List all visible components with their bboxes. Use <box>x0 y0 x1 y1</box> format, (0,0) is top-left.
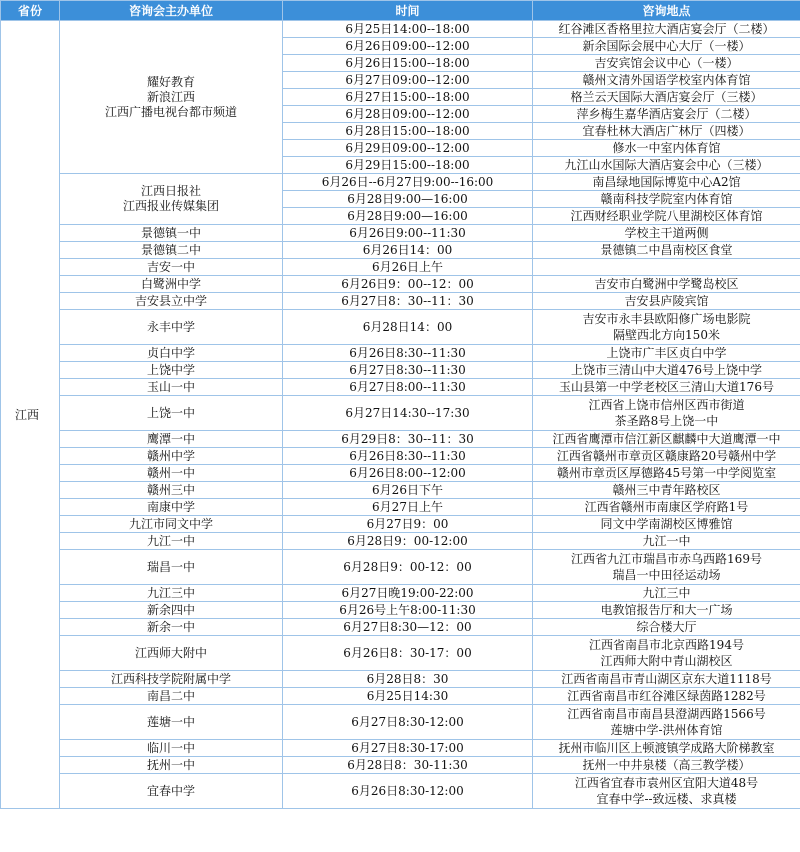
time-cell: 6月29日8：30--11：30 <box>283 431 533 448</box>
time-cell: 6月28日9:00—16:00 <box>283 191 533 208</box>
table-row <box>1 550 800 585</box>
time-cell: 6月26日14：00 <box>283 242 533 259</box>
table-row <box>1 276 800 293</box>
time-cell: 6月28日8：30-11:30 <box>283 757 533 774</box>
table-row <box>1 174 800 191</box>
location-cell: 景德镇二中昌南校区食堂 <box>533 242 800 259</box>
table-row <box>1 362 800 379</box>
location-cell <box>533 259 800 276</box>
time-cell: 6月27日8:00--11:30 <box>283 379 533 396</box>
location-cell: 新余国际会展中心大厅（一楼） <box>533 38 800 55</box>
host-cell: 景德镇一中 <box>60 225 283 242</box>
location-cell: 修水一中室内体育馆 <box>533 140 800 157</box>
location-cell: 江西省九江市瑞昌市赤乌西路169号 瑞昌一中田径运动场 <box>533 550 800 585</box>
time-cell: 6月29日15:00--18:00 <box>283 157 533 174</box>
table-row <box>1 636 800 671</box>
time-cell: 6月25日14:30 <box>283 688 533 705</box>
table-row <box>1 585 800 602</box>
table-row <box>1 482 800 499</box>
time-cell: 6月26号上午8:00-11:30 <box>283 602 533 619</box>
time-cell: 6月26日8:30--11:30 <box>283 448 533 465</box>
host-cell: 景德镇二中 <box>60 242 283 259</box>
location-cell: 玉山县第一中学老校区三清山大道176号 <box>533 379 800 396</box>
host-cell: 上饶一中 <box>60 396 283 431</box>
location-cell: 江西省上饶市信州区西市街道 茶圣路8号上饶一中 <box>533 396 800 431</box>
time-cell: 6月27日晚19:00-22:00 <box>283 585 533 602</box>
table-body <box>1 21 800 809</box>
location-cell: 江西省鹰潭市信江新区麒麟中大道鹰潭一中 <box>533 431 800 448</box>
location-cell: 江西省南昌市南昌县澄湖西路1566号 莲塘中学-洪州体育馆 <box>533 705 800 740</box>
location-cell: 江西省赣州市章贡区赣康路20号赣州中学 <box>533 448 800 465</box>
table-row <box>1 688 800 705</box>
table-row <box>1 465 800 482</box>
table-row <box>1 757 800 774</box>
time-cell: 6月27日15:00--18:00 <box>283 89 533 106</box>
host-cell: 鹰潭一中 <box>60 431 283 448</box>
time-cell: 6月27日14:30--17:30 <box>283 396 533 431</box>
location-cell: 吉安县庐陵宾馆 <box>533 293 800 310</box>
host-cell: 永丰中学 <box>60 310 283 345</box>
location-cell: 江西省南昌市青山湖区京东大道1118号 <box>533 671 800 688</box>
header-location: 咨询地点 <box>533 1 800 21</box>
location-cell: 宜春杜林大酒店广林厅（四楼） <box>533 123 800 140</box>
location-cell: 学校主干道两侧 <box>533 225 800 242</box>
table-row <box>1 431 800 448</box>
header-time: 时间 <box>283 1 533 21</box>
location-cell: 江西省赣州市南康区学府路1号 <box>533 499 800 516</box>
time-cell: 6月26日上午 <box>283 259 533 276</box>
table-row <box>1 448 800 465</box>
location-cell: 吉安市永丰县欧阳修广场电影院 隔壁西北方向150米 <box>533 310 800 345</box>
time-cell: 6月28日09:00--12:00 <box>283 106 533 123</box>
host-cell: 吉安一中 <box>60 259 283 276</box>
time-cell: 6月28日9:00—16:00 <box>283 208 533 225</box>
location-cell: 格兰云天国际大酒店宴会厅（三楼） <box>533 89 800 106</box>
province-cell: 江西 <box>1 21 60 809</box>
table-header-row <box>1 1 800 21</box>
table-row <box>1 619 800 636</box>
location-cell: 九江山水国际大酒店宴会中心（三楼） <box>533 157 800 174</box>
time-cell: 6月27日上午 <box>283 499 533 516</box>
host-cell: 九江市同文中学 <box>60 516 283 533</box>
host-cell: 九江三中 <box>60 585 283 602</box>
table-row <box>1 499 800 516</box>
time-cell: 6月28日15:00--18:00 <box>283 123 533 140</box>
location-cell: 抚州一中井泉楼（高三教学楼） <box>533 757 800 774</box>
host-cell: 九江一中 <box>60 533 283 550</box>
time-cell: 6月27日9：00 <box>283 516 533 533</box>
host-cell: 抚州一中 <box>60 757 283 774</box>
time-cell: 6月26日9:00--11:30 <box>283 225 533 242</box>
table-row <box>1 21 800 38</box>
location-cell: 江西省南昌市北京西路194号 江西师大附中青山湖校区 <box>533 636 800 671</box>
table-row <box>1 516 800 533</box>
time-cell: 6月28日14：00 <box>283 310 533 345</box>
header-province: 省份 <box>1 1 60 21</box>
time-cell: 6月26日9：00--12：00 <box>283 276 533 293</box>
location-cell: 江西财经职业学院八里湖校区体育馆 <box>533 208 800 225</box>
time-cell: 6月27日8:30-12:00 <box>283 705 533 740</box>
location-cell: 赣州文清外国语学校室内体育馆 <box>533 72 800 89</box>
table-row <box>1 705 800 740</box>
table-row <box>1 225 800 242</box>
time-cell: 6月28日9：00-12:00 <box>283 533 533 550</box>
header-host: 咨询会主办单位 <box>60 1 283 21</box>
host-cell: 赣州三中 <box>60 482 283 499</box>
host-cell: 莲塘一中 <box>60 705 283 740</box>
host-cell: 耀好教育 新浪江西 江西广播电视台都市频道 <box>60 21 283 174</box>
table-row <box>1 533 800 550</box>
time-cell: 6月26日8:00--12:00 <box>283 465 533 482</box>
location-cell: 赣州市章贡区厚德路45号第一中学阅览室 <box>533 465 800 482</box>
location-cell: 江西省宜春市袁州区宜阳大道48号 宜春中学--致远楼、求真楼 <box>533 774 800 809</box>
host-cell: 江西日报社 江西报业传媒集团 <box>60 174 283 225</box>
table-row <box>1 740 800 757</box>
time-cell: 6月27日09:00--12:00 <box>283 72 533 89</box>
location-cell: 萍乡梅生嘉华酒店宴会厅（二楼） <box>533 106 800 123</box>
time-cell: 6月26日8:30-12:00 <box>283 774 533 809</box>
location-cell: 红谷滩区香格里拉大酒店宴会厅（二楼） <box>533 21 800 38</box>
location-cell: 同文中学南湖校区博雅馆 <box>533 516 800 533</box>
time-cell: 6月26日--6月27日9:00--16:00 <box>283 174 533 191</box>
host-cell: 江西科技学院附属中学 <box>60 671 283 688</box>
time-cell: 6月29日09:00--12:00 <box>283 140 533 157</box>
host-cell: 赣州一中 <box>60 465 283 482</box>
table-row <box>1 379 800 396</box>
table-row <box>1 242 800 259</box>
time-cell: 6月26日09:00--12:00 <box>283 38 533 55</box>
host-cell: 江西师大附中 <box>60 636 283 671</box>
host-cell: 宜春中学 <box>60 774 283 809</box>
location-cell: 上饶市广丰区贞白中学 <box>533 345 800 362</box>
host-cell: 白鹭洲中学 <box>60 276 283 293</box>
location-cell: 上饶市三清山中大道476号上饶中学 <box>533 362 800 379</box>
location-cell: 吉安市白鹭洲中学鹭岛校区 <box>533 276 800 293</box>
location-cell: 南昌绿地国际博览中心A2馆 <box>533 174 800 191</box>
location-cell: 赣州三中青年路校区 <box>533 482 800 499</box>
host-cell: 新余四中 <box>60 602 283 619</box>
host-cell: 新余一中 <box>60 619 283 636</box>
location-cell: 江西省南昌市红谷滩区绿茵路1282号 <box>533 688 800 705</box>
location-cell: 电教馆报告厅和大一广场 <box>533 602 800 619</box>
table-row <box>1 310 800 345</box>
table-row <box>1 293 800 310</box>
time-cell: 6月26日8：30-17：00 <box>283 636 533 671</box>
host-cell: 赣州中学 <box>60 448 283 465</box>
table-row <box>1 396 800 431</box>
table-row <box>1 671 800 688</box>
host-cell: 南康中学 <box>60 499 283 516</box>
time-cell: 6月27日8:30--11:30 <box>283 362 533 379</box>
location-cell: 吉安宾馆会议中心（一楼） <box>533 55 800 72</box>
time-cell: 6月26日15:00--18:00 <box>283 55 533 72</box>
time-cell: 6月27日8：30--11：30 <box>283 293 533 310</box>
host-cell: 瑞昌一中 <box>60 550 283 585</box>
table-row <box>1 602 800 619</box>
host-cell: 上饶中学 <box>60 362 283 379</box>
location-cell: 九江一中 <box>533 533 800 550</box>
time-cell: 6月28日8：30 <box>283 671 533 688</box>
host-cell: 临川一中 <box>60 740 283 757</box>
location-cell: 九江三中 <box>533 585 800 602</box>
time-cell: 6月28日9：00-12：00 <box>283 550 533 585</box>
host-cell: 玉山一中 <box>60 379 283 396</box>
time-cell: 6月25日14:00--18:00 <box>283 21 533 38</box>
host-cell: 贞白中学 <box>60 345 283 362</box>
time-cell: 6月26日下午 <box>283 482 533 499</box>
table-row <box>1 259 800 276</box>
host-cell: 吉安县立中学 <box>60 293 283 310</box>
time-cell: 6月26日8:30--11:30 <box>283 345 533 362</box>
host-cell: 南昌二中 <box>60 688 283 705</box>
table-row <box>1 345 800 362</box>
time-cell: 6月27日8:30-17:00 <box>283 740 533 757</box>
time-cell: 6月27日8:30—12：00 <box>283 619 533 636</box>
location-cell: 抚州市临川区上顿渡镇学成路大阶梯教室 <box>533 740 800 757</box>
location-cell: 赣南科技学院室内体育馆 <box>533 191 800 208</box>
table-row <box>1 774 800 809</box>
location-cell: 综合楼大厅 <box>533 619 800 636</box>
